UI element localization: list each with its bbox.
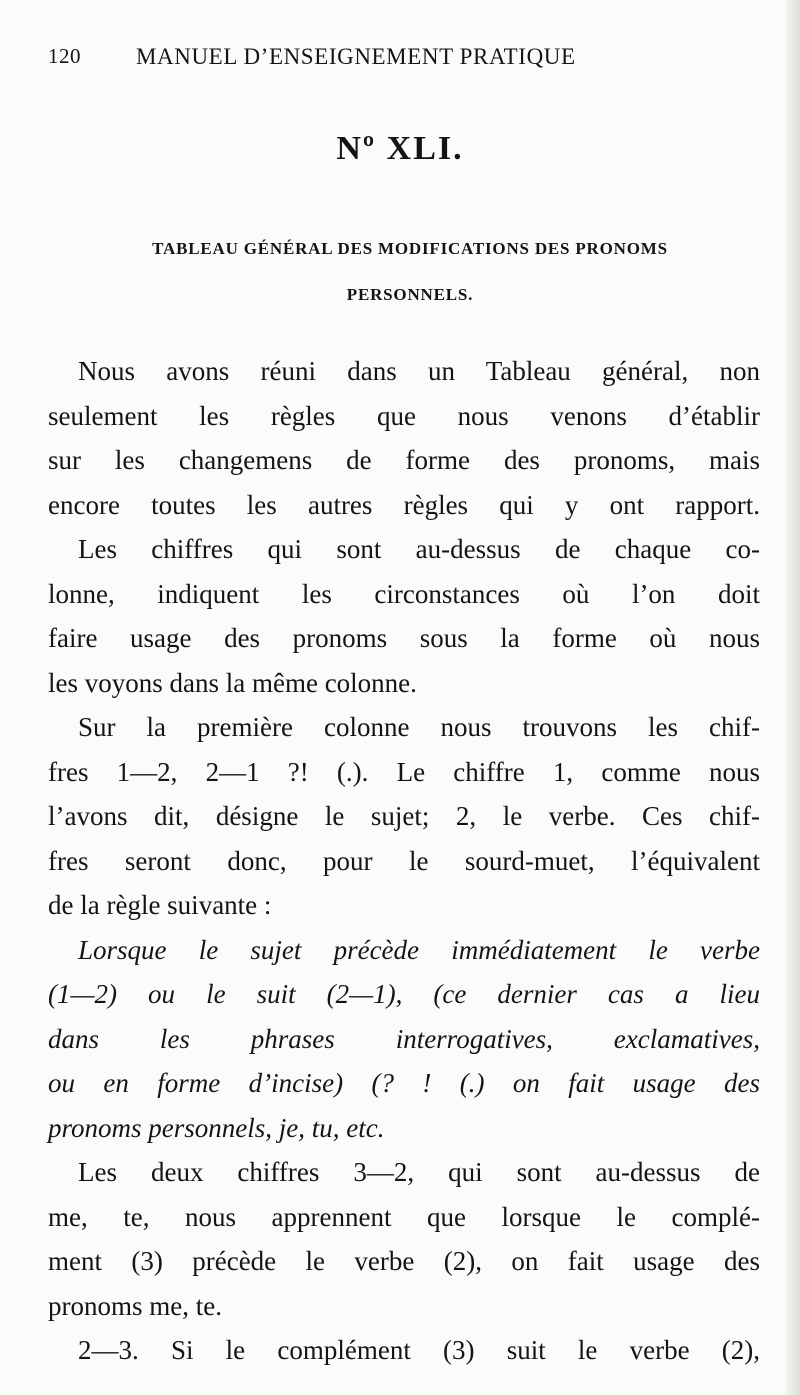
text-line: me, te, nous apprennent que lorsque le complé- <box>48 1201 760 1232</box>
text-line: pronoms me, te. <box>48 1290 222 1321</box>
text-line: fres 1—2, 2—1 ?! (.). Le chiffre 1, comme nous <box>48 756 760 787</box>
text-line: Les deux chiffres 3—2, qui sont au-dessus de <box>78 1157 760 1187</box>
text-line: encore toutes les autres règles qui y ont rapport. <box>48 489 760 520</box>
section-number: Nº XLI. <box>336 130 464 167</box>
body-text <box>48 349 760 1373</box>
text-line: l’avons dit, désigne le sujet; 2, le verbe. Ces chif- <box>48 801 760 831</box>
text-line-italic: dans les phrases interrogatives, exclamatives, <box>48 1023 760 1054</box>
text-line-italic: pronoms personnels, je, tu, etc. <box>48 1112 385 1143</box>
text-line-italic: ou en forme d’incise) (? ! (.) on fait usage des <box>48 1068 760 1098</box>
text-line-italic: (1—2) ou le suit (2—1), (ce dernier cas a lieu <box>48 979 760 1009</box>
page-edge <box>786 0 800 1395</box>
text-line: 2—3. Si le complément (3) suit le verbe (2), <box>78 1335 760 1365</box>
text-line: ment (3) précède le verbe (2), on fait usage des <box>48 1246 760 1276</box>
text-line: Nous avons réuni dans un Tableau général, non <box>78 356 760 386</box>
text-line: lonne, indiquent les circonstances où l’on doit <box>48 578 760 609</box>
running-title: MANUEL D’ENSEIGNEMENT PRATIQUE <box>136 44 576 69</box>
text-line: de la règle suivante : <box>48 890 272 920</box>
text-line: seulement les règles que nous venons d’établir <box>48 400 760 431</box>
section-title-line-1: TABLEAU GÉNÉRAL DES MODIFICATIONS DES PRONOMS <box>152 239 668 258</box>
text-line: fres seront donc, pour le sourd-muet, l’équivalent <box>48 845 760 876</box>
text-line: faire usage des pronoms sous la forme où nous <box>48 623 760 653</box>
text-line: Sur la première colonne nous trouvons les chif- <box>78 712 760 742</box>
text-line: les voyons dans la même colonne. <box>48 667 417 698</box>
page-number: 120 <box>48 44 81 68</box>
text-line: sur les changemens de forme des pronoms, mais <box>48 445 760 475</box>
section-title-line-2: PERSONNELS. <box>346 285 474 304</box>
running-header <box>48 44 688 78</box>
section-title <box>60 226 760 318</box>
text-line-italic: Lorsque le sujet précède immédiatement le verbe <box>78 934 760 965</box>
text-line: Les chiffres qui sont au-dessus de chaque co- <box>78 534 760 564</box>
